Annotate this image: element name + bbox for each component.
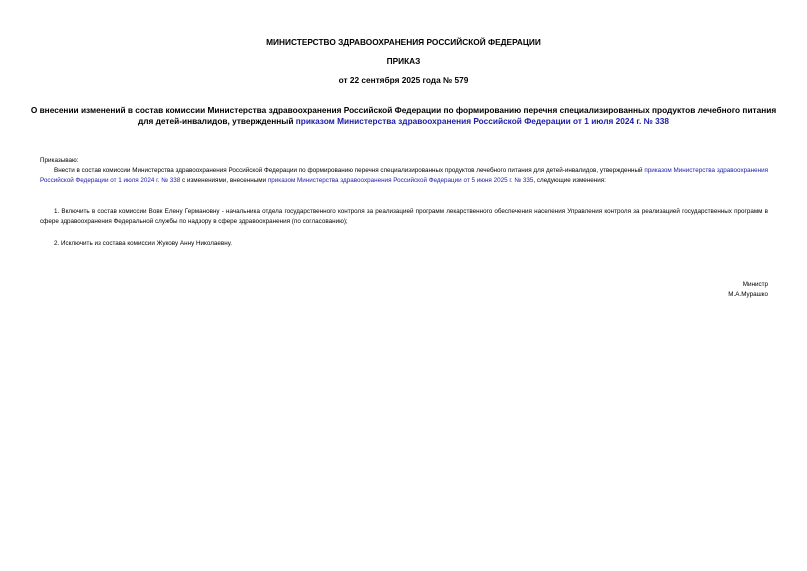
- intro-paragraph: [40, 166, 768, 185]
- document-date-number: от 22 сентября 2025 года № 579: [338, 75, 469, 85]
- document-title: [30, 105, 777, 127]
- list-item-2: 2. Исключить из состава комиссии Жукову Анну Николаевну.: [54, 240, 232, 247]
- document-type: ПРИКАЗ: [386, 56, 421, 66]
- order-word: Приказываю:: [40, 157, 79, 164]
- ministry-heading: МИНИСТЕРСТВО ЗДРАВООХРАНЕНИЯ РОССИЙСКОЙ ФЕДЕРАЦИИ: [266, 37, 541, 47]
- intro-text-3: , следующие изменения:: [533, 176, 606, 184]
- title-text: О внесении изменений в состав комиссии Министерства здравоохранения Российской Федерации по формированию перечня специализированных продуктов лечебного питания для детей-инвалидов, утвержденный: [30, 105, 777, 126]
- list-item-1: 1. Включить в состав комиссии Вовк Елену Германовну - начальника отдела государственного контроля за реализацией программ лекарственного обеспечения населения Управления контроля за реализацией государственных программ в сфере здравоохранения Федеральной службы по надзору в сфере здравоохранения (по согласованию);: [40, 208, 768, 225]
- intro-text-2: с изменениями, внесенными: [180, 176, 268, 184]
- signature-name: М.А.Мурашко: [728, 291, 768, 298]
- intro-order-link-335[interactable]: приказом Министерства здравоохранения Российской Федерации от 5 июня 2025 г. № 335: [267, 176, 534, 184]
- intro-text-1: Внести в состав комиссии Министерства здравоохранения Российской Федерации по формированию перечня специализированных продуктов лечебного питания для детей-инвалидов, утвержденный: [54, 167, 645, 174]
- intro-order-link-338[interactable]: приказом Министерства здравоохранения Российской Федерации от 1 июля 2024 г. № 338: [40, 167, 768, 184]
- signature-position: Министр: [742, 281, 768, 288]
- title-order-link[interactable]: приказом Министерства здравоохранения Российской Федерации от 1 июля 2024 г. № 338: [295, 116, 670, 126]
